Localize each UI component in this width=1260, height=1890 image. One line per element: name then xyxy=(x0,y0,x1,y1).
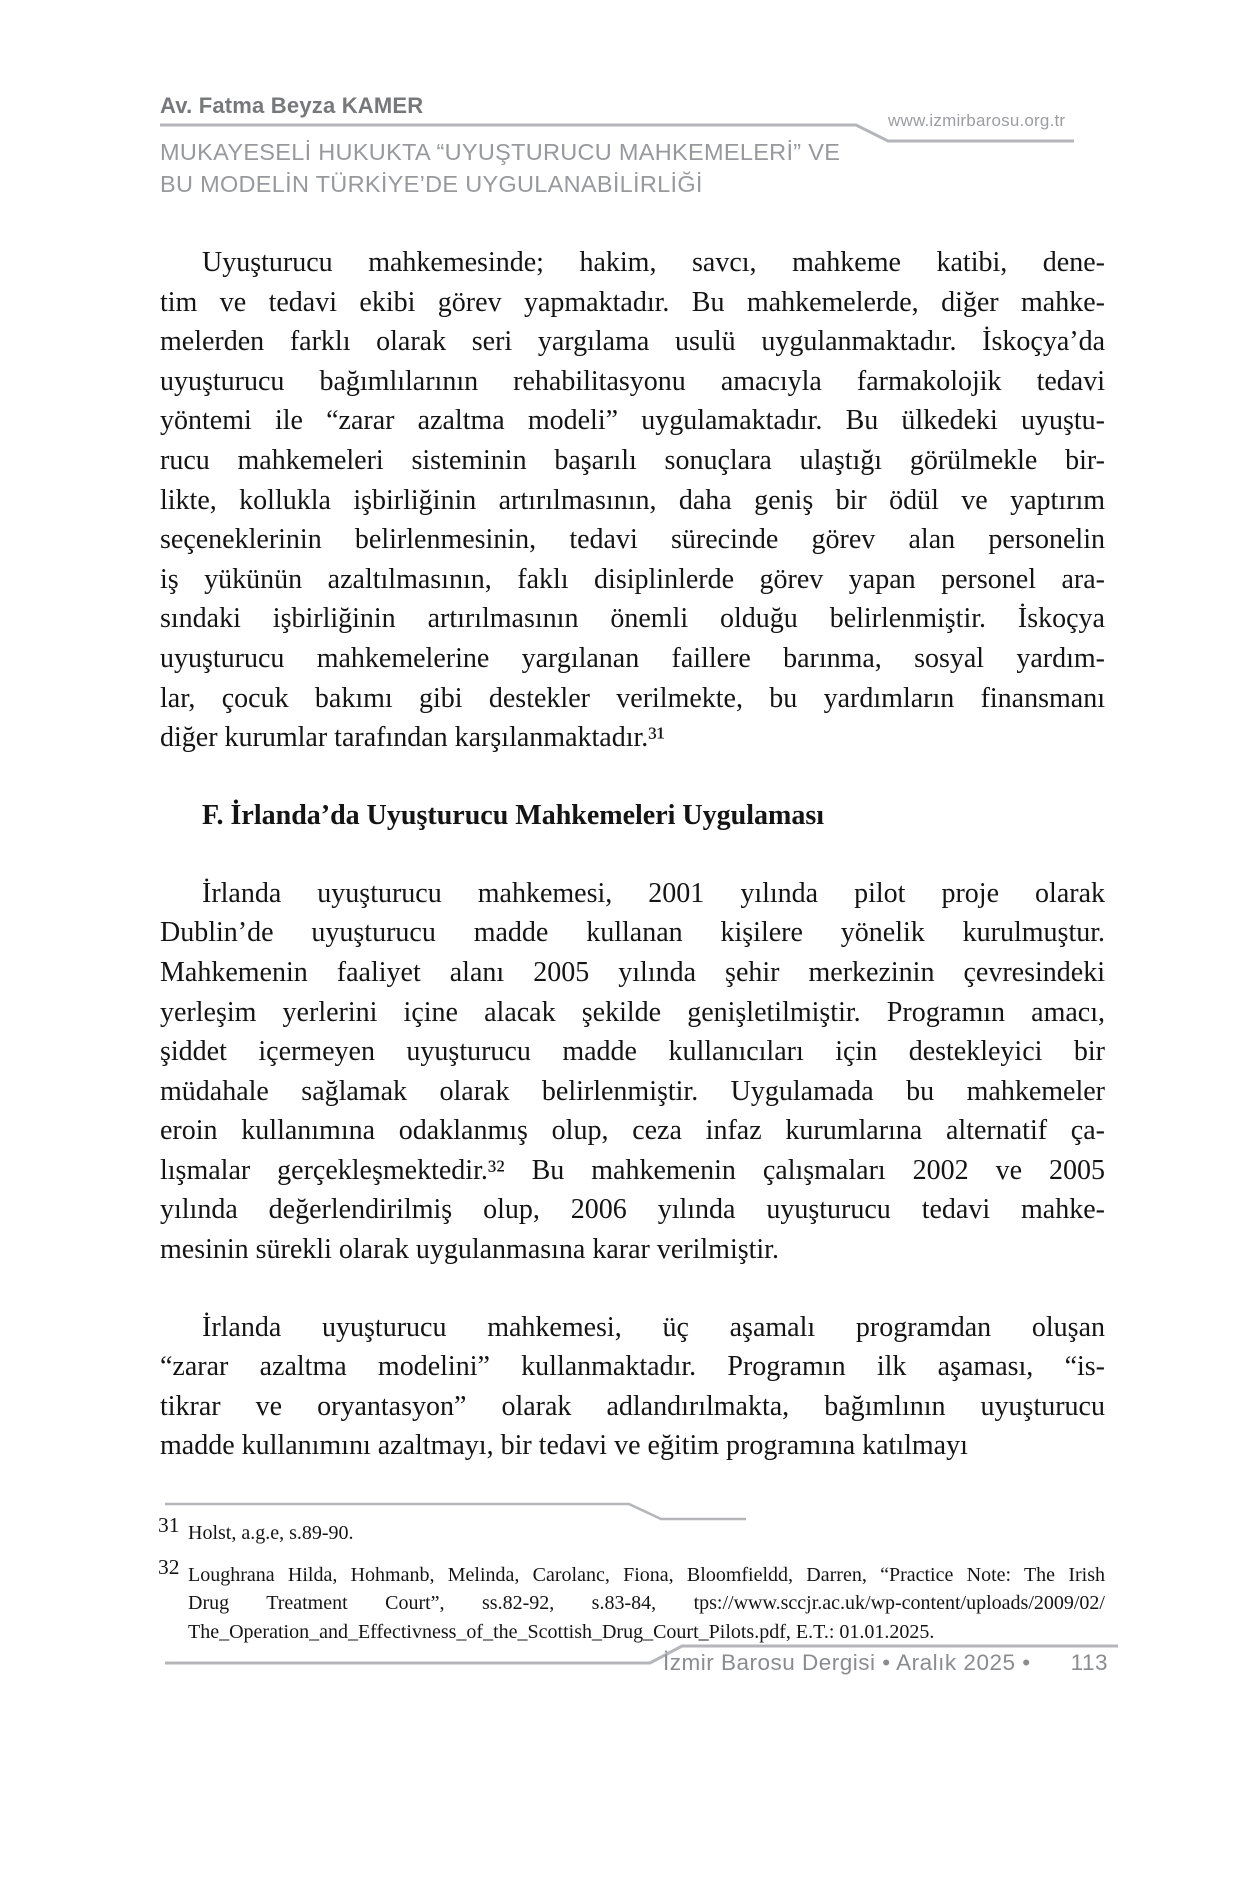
footnote-number: 32 xyxy=(158,1554,180,1579)
footnote xyxy=(158,1554,1105,1647)
body-text-line: müdahale sağlamak olarak belirlenmiştir. Uygulamada bu mahkemeler xyxy=(160,1075,1105,1107)
body-text-line: yılında değerlendirilmiş olup, 2006 yılında uyuşturucu tedavi mahke- xyxy=(160,1194,1105,1226)
body-text-line: iş yükünün azaltılmasının, faklı disiplinlerde görev yapan personel ara- xyxy=(160,563,1105,595)
article-title-line1: MUKAYESELİ HUKUKTA “UYUŞTURUCU MAHKEMELERİ” VE xyxy=(160,139,841,165)
body-text-line: İrlanda uyuşturucu mahkemesi, üç aşamalı programdan oluşan xyxy=(202,1311,1105,1343)
footnote-text-line: Drug Treatment Court”, ss.82-92, s.83-84, tps://www.sccjr.ac.uk/wp-content/uploads/2009/02/ xyxy=(188,1592,1105,1615)
body-text-line: melerden farklı olarak seri yargılama usulü uygulanmaktadır. İskoçya’da xyxy=(160,326,1105,358)
body-text-line: lışmalar gerçekleşmektedir.³² Bu mahkemenin çalışmaları 2002 ve 2005 xyxy=(160,1154,1105,1186)
body-text-line: yerleşim yerlerini içine alacak şekilde genişletilmiştir. Programın amacı, xyxy=(160,996,1105,1028)
section-heading: F. İrlanda’da Uyuşturucu Mahkemeleri Uygulaması xyxy=(202,799,825,831)
body-text-line: diğer kurumlar tarafından karşılanmaktadır.³¹ xyxy=(160,722,666,754)
body-text-line: uyuşturucu mahkemelerine yargılanan faillere barınma, sosyal yardım- xyxy=(160,642,1105,674)
paragraph xyxy=(160,874,1105,1270)
body-text-line: madde kullanımını azaltmayı, bir tedavi ve eğitim programına katılmayı xyxy=(160,1430,968,1462)
paragraph xyxy=(160,1308,1105,1466)
body-text-line: eroin kullanımına odaklanmış olup, ceza infaz kurumlarına alternatif ça- xyxy=(160,1115,1105,1147)
page-number: 113 xyxy=(1070,1650,1108,1675)
footnotes-section xyxy=(158,1513,1105,1659)
article-title xyxy=(160,136,840,200)
body-text-line: tim ve tedavi ekibi görev yapmaktadır. Bu mahkemelerde, diğer mahke- xyxy=(160,286,1105,318)
website-url: www.izmirbarosu.org.tr xyxy=(888,111,1066,130)
body-text-line: mesinin sürekli olarak uygulanmasına karar verilmiştir. xyxy=(160,1234,779,1266)
body-text-line: rucu mahkemeleri sisteminin başarılı sonuçlara ulaştığı görülmekle bir- xyxy=(160,444,1105,476)
article-title-line2: BU MODELİN TÜRKİYE’DE UYGULANABİLİRLİĞİ xyxy=(160,171,703,197)
footnote-text-line: The_Operation_and_Effectivness_of_the_Scottish_Drug_Court_Pilots.pdf, E.T.: 01.01.2025. xyxy=(188,1620,935,1643)
body-text-line: İrlanda uyuşturucu mahkemesi, 2001 yılında pilot proje olarak xyxy=(202,877,1105,909)
page-footer xyxy=(663,1650,1108,1676)
footnote xyxy=(158,1513,1105,1548)
journal-name: İzmir Barosu Dergisi • Aralık 2025 • xyxy=(662,1650,1031,1675)
body-text-line: yöntemi ile “zarar azaltma modeli” uygulamaktadır. Bu ülkedeki uyuştu- xyxy=(160,405,1105,437)
footnote-text-line: Holst, a.g.e, s.89-90. xyxy=(188,1522,354,1544)
author-name: Av. Fatma Beyza KAMER xyxy=(160,93,424,118)
footnote-text-line: Loughrana Hilda, Hohmanb, Melinda, Carolanc, Fiona, Bloomfieldd, Darren, “Practice Note: The Irish xyxy=(188,1563,1105,1586)
footnote-number: 31 xyxy=(158,1513,180,1537)
body-text-line: lar, çocuk bakımı gibi destekler verilmekte, bu yardımların finansmanı xyxy=(160,682,1105,714)
body-text-line: likte, kollukla işbirliğinin artırılmasının, daha geniş bir ödül ve yaptırım xyxy=(160,484,1105,516)
body-text-line: tikrar ve oryantasyon” olarak adlandırılmakta, bağımlının uyuşturucu xyxy=(160,1390,1105,1422)
body-text-line: Dublin’de uyuşturucu madde kullanan kişilere yönelik kurulmuştur. xyxy=(160,917,1105,949)
paragraph xyxy=(160,243,1105,758)
article-body xyxy=(160,243,1105,1504)
body-text-line: seçeneklerinin belirlenmesinin, tedavi sürecinde görev alan personelin xyxy=(160,524,1105,556)
body-text-line: şiddet içermeyen uyuşturucu madde kullanıcıları için destekleyici bir xyxy=(160,1036,1105,1068)
body-text-line: sındaki işbirliğinin artırılmasının önemli olduğu belirlenmiştir. İskoçya xyxy=(160,603,1105,635)
body-text-line: Uyuşturucu mahkemesinde; hakim, savcı, mahkeme katibi, dene- xyxy=(202,247,1105,278)
body-text-line: uyuşturucu bağımlılarının rehabilitasyonu amacıyla farmakolojik tedavi xyxy=(160,365,1105,397)
body-text-line: Mahkemenin faaliyet alanı 2005 yılında şehir merkezinin çevresindeki xyxy=(160,956,1105,988)
body-text-line: “zarar azaltma modelini” kullanmaktadır. Programın ilk aşaması, “is- xyxy=(160,1351,1105,1383)
